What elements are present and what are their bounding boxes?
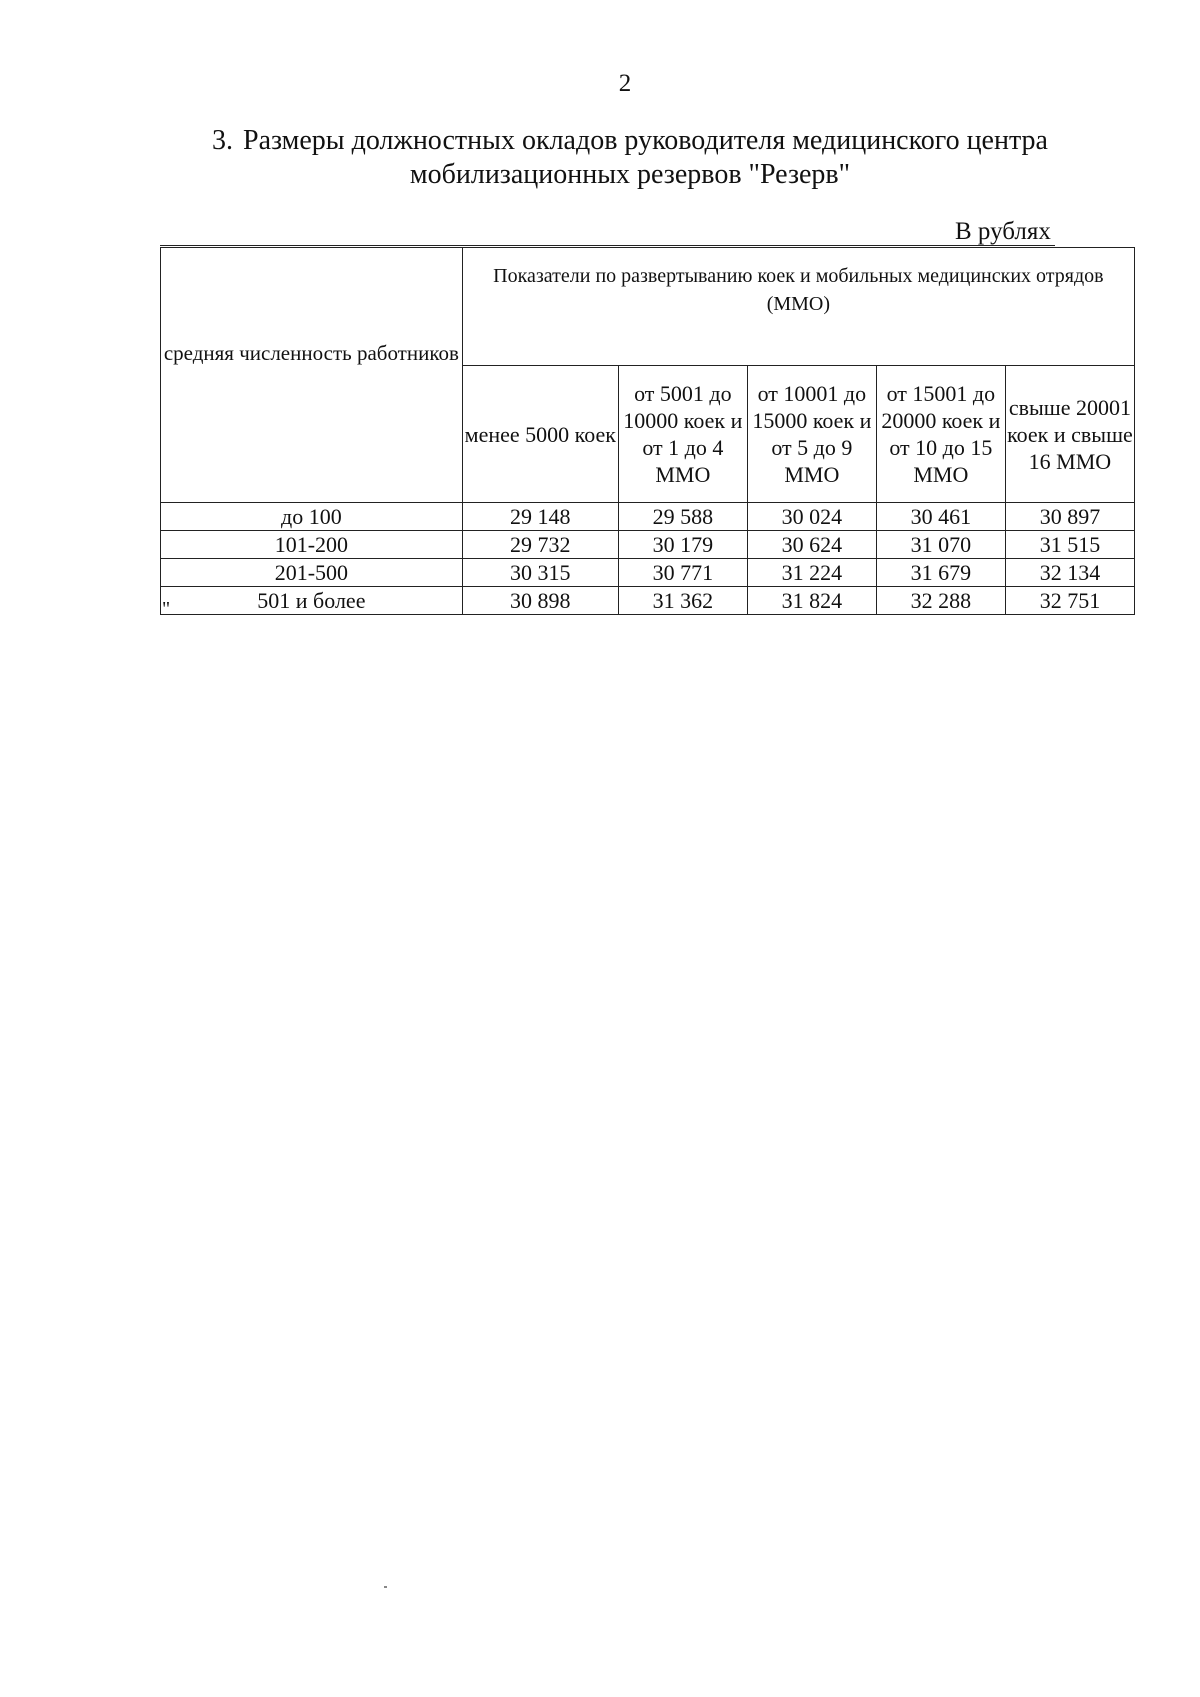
section-number: 3. — [212, 125, 233, 156]
table-top-rule — [160, 245, 1055, 246]
column-header: от 15001 до 20000 коек и от 10 до 15 ММО — [876, 366, 1005, 503]
table-cell: 30 461 — [876, 503, 1005, 531]
table-cell: 31 824 — [747, 587, 876, 615]
table-cell: 30 898 — [462, 587, 618, 615]
table-cell: 29 148 — [462, 503, 618, 531]
table-cell: 30 897 — [1005, 503, 1134, 531]
scan-speck — [384, 1586, 387, 1588]
table-row — [161, 503, 1135, 531]
section-title-line-1 — [160, 124, 1100, 158]
column-header: свыше 20001 коек и свыше 16 ММО — [1005, 366, 1134, 503]
table-cell: 31 224 — [747, 559, 876, 587]
column-header: от 10001 до 15000 коек и от 5 до 9 ММО — [747, 366, 876, 503]
table-cell: 30 315 — [462, 559, 618, 587]
table-cell: 31 362 — [618, 587, 747, 615]
row-label: 501 и более — [161, 587, 463, 615]
table-row — [161, 559, 1135, 587]
table-row — [161, 531, 1135, 559]
row-header-employees: средняя численность работников — [161, 248, 463, 503]
table-cell: 31 515 — [1005, 531, 1134, 559]
table-cell: 30 024 — [747, 503, 876, 531]
column-header: от 5001 до 10000 коек и от 1 до 4 ММО — [618, 366, 747, 503]
section-title — [160, 124, 1100, 192]
table-cell: 32 134 — [1005, 559, 1134, 587]
table-cell: 30 179 — [618, 531, 747, 559]
table-cell: 31 070 — [876, 531, 1005, 559]
section-title-line-2: мобилизационных резервов "Резерв" — [409, 159, 851, 190]
closing-quote-mark: " — [162, 598, 171, 620]
table-cell: 29 732 — [462, 531, 618, 559]
table-cell: 32 288 — [876, 587, 1005, 615]
table-cell: 29 588 — [618, 503, 747, 531]
group-header-indicators: Показатели по развертыванию коек и мобильных медицинских отрядов (ММО) — [462, 248, 1134, 366]
row-label: 101-200 — [161, 531, 463, 559]
table-cell: 32 751 — [1005, 587, 1134, 615]
row-label: до 100 — [161, 503, 463, 531]
currency-unit-label: В рублях — [955, 218, 1051, 245]
table-cell: 31 679 — [876, 559, 1005, 587]
table-header-row-1 — [161, 248, 1135, 366]
row-label: 201-500 — [161, 559, 463, 587]
page-number: 2 — [618, 70, 632, 97]
table-cell: 30 624 — [747, 531, 876, 559]
section-title-text-1: Размеры должностных окладов руководителя медицинского центра — [243, 125, 1048, 156]
salary-table — [160, 247, 1135, 615]
column-header: менее 5000 коек — [462, 366, 618, 503]
table-row — [161, 587, 1135, 615]
table-cell: 30 771 — [618, 559, 747, 587]
